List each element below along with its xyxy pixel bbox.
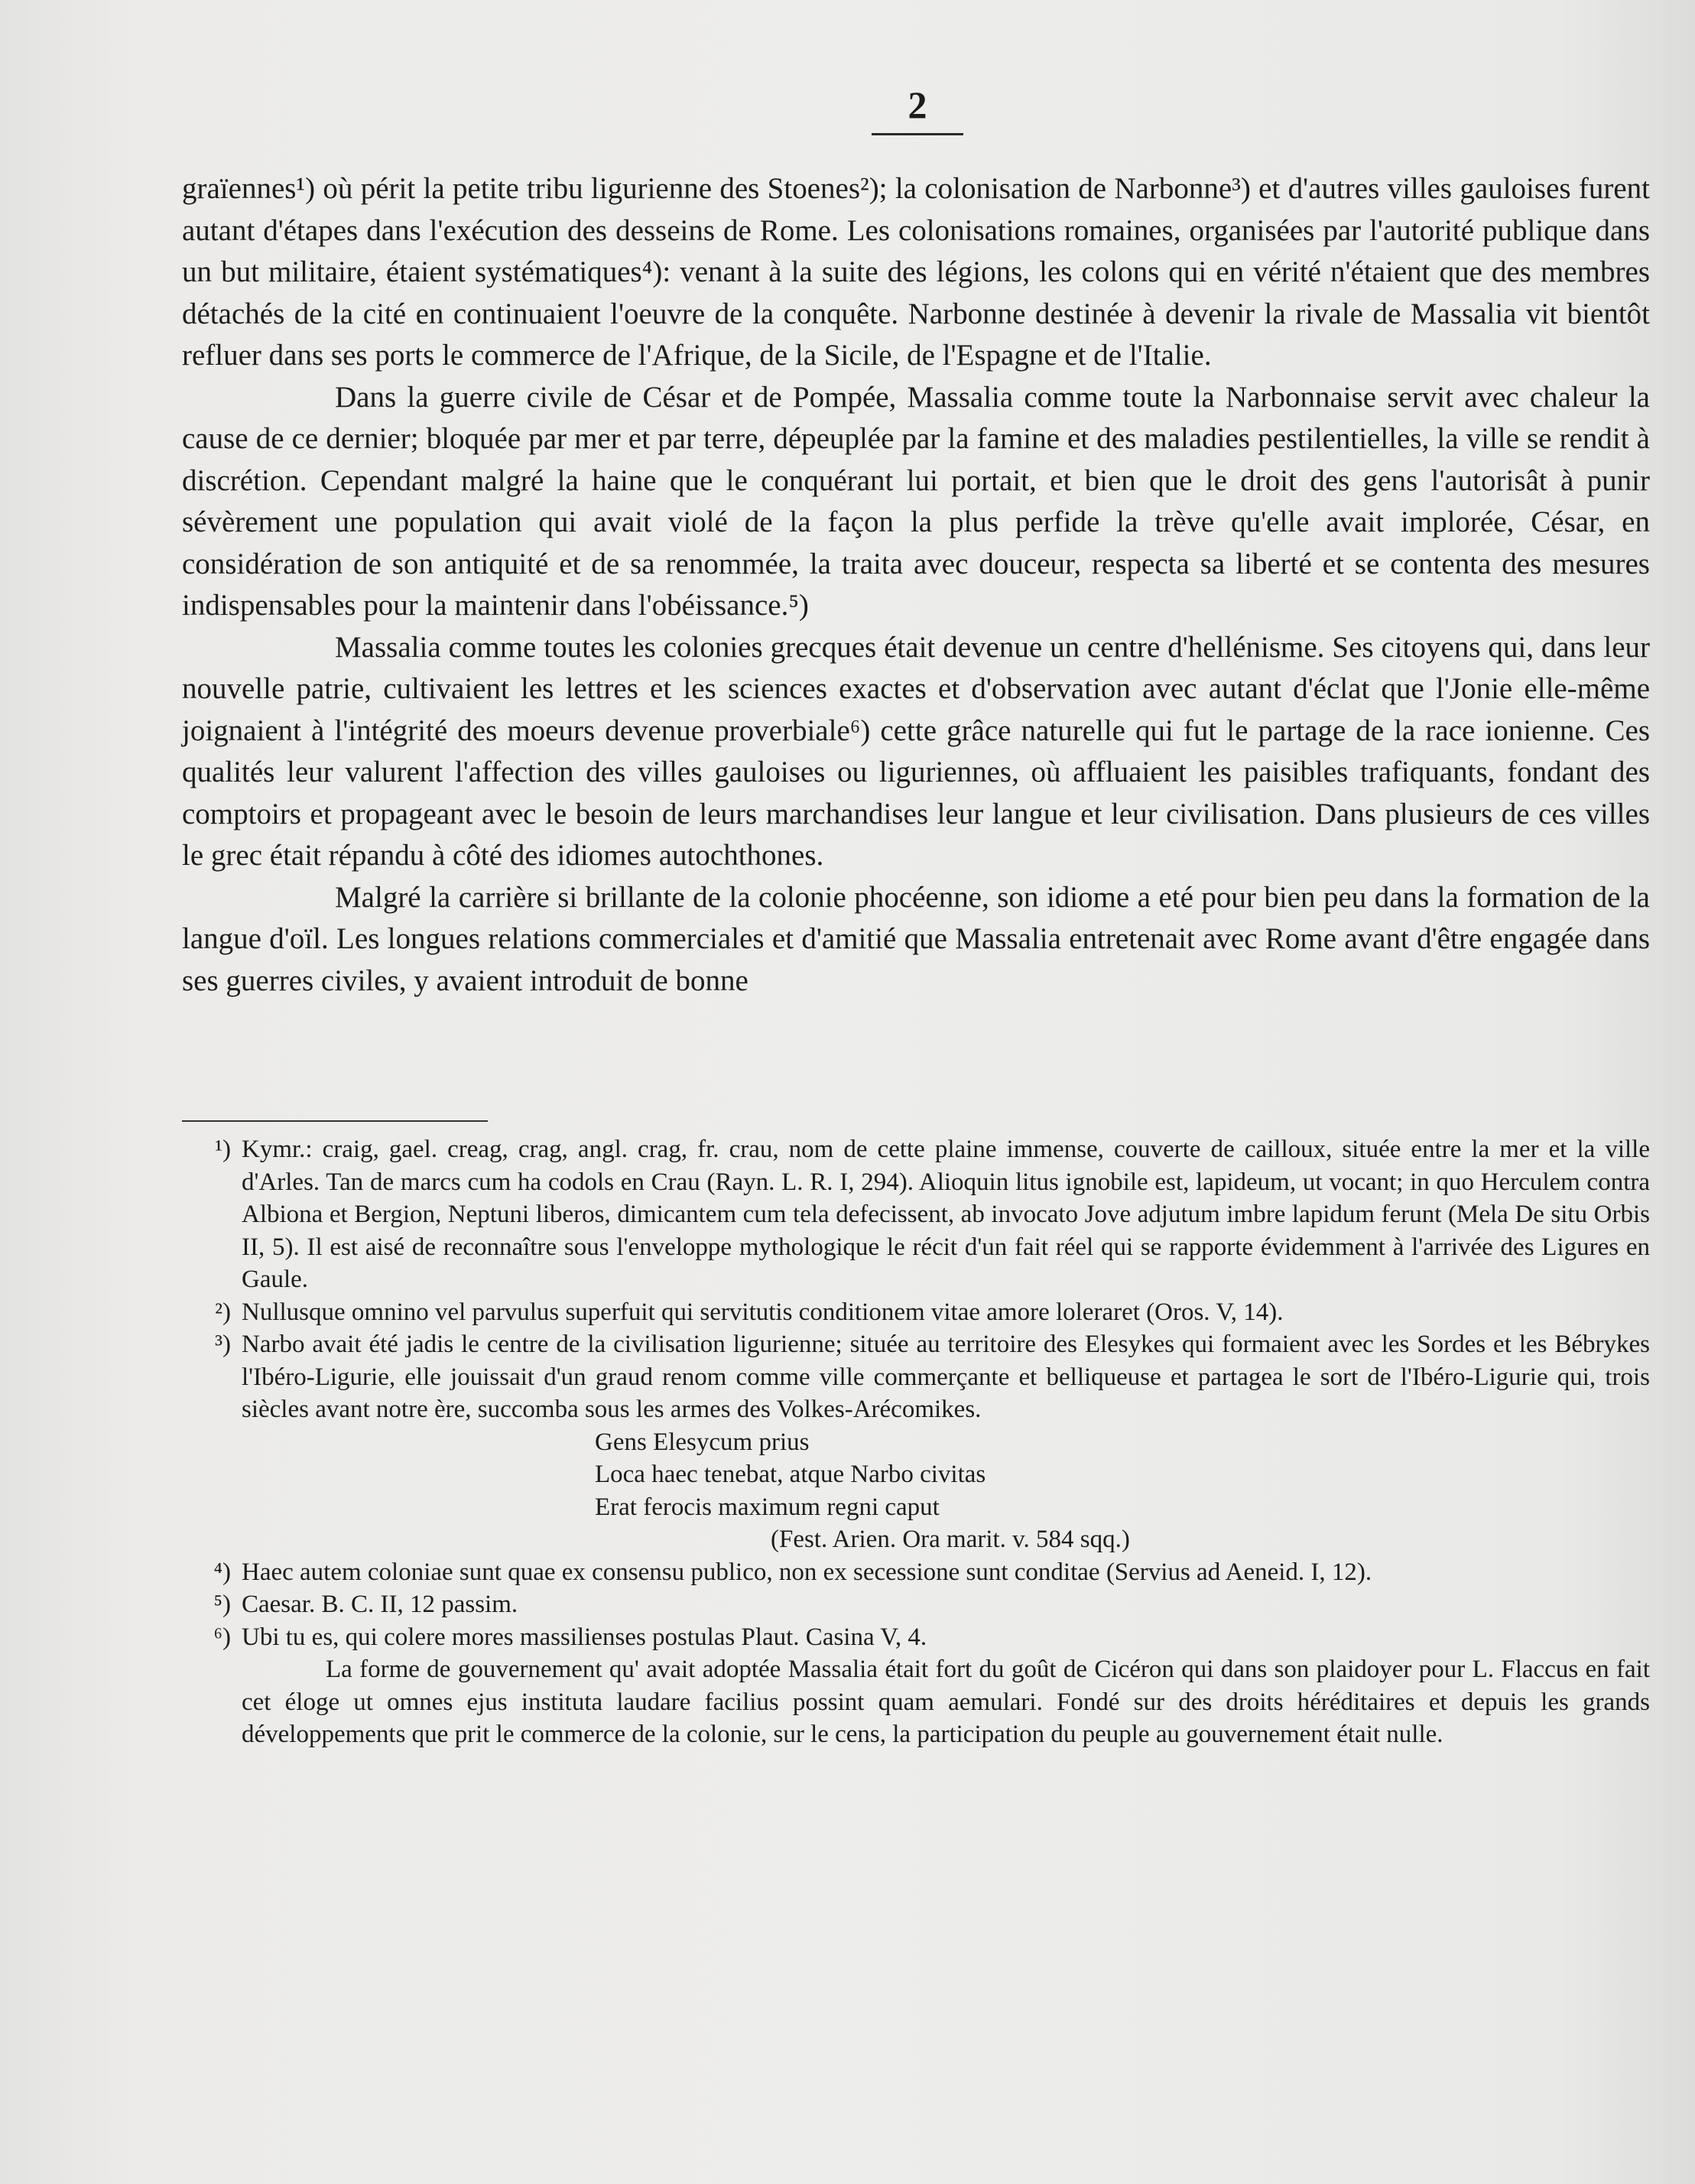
footnote-mark: ³) xyxy=(215,1331,231,1358)
footnotes xyxy=(182,1133,1650,1751)
footnote-mark: ¹) xyxy=(215,1136,231,1163)
paragraph: Massalia comme toutes les colonies grecques était devenue un centre d'hellénisme. Ses citoyens qui, dans leur nouvelle patrie, cultivaient les lettres et les sciences exactes et d'observation avec autant d'éclat que l'Jonie elle-même joignaient à l'intégrité des moeurs devenue proverbiale⁶) cette grâce naturelle qui fut le partage de la race ionienne. Ces qualités leur valurent l'affection des villes gauloises ou liguriennes, où affluaient les paisibles trafiquants, fondant des comptoirs et propageant avec le besoin de leurs marchandises leur langue et leur civilisation. Dans plusieurs de ces villes le grec était répandu à côté des idiomes autochthones. xyxy=(182,630,1650,872)
footnote xyxy=(182,1588,1650,1621)
verse-quotation xyxy=(595,1426,1650,1556)
footnote xyxy=(182,1296,1650,1329)
footnote xyxy=(182,1556,1650,1589)
footnote-mark: ²) xyxy=(215,1298,231,1326)
verse-line: Erat ferocis maximum regni caput xyxy=(595,1493,940,1521)
footnote-mark: ⁶) xyxy=(213,1623,231,1651)
footnote xyxy=(182,1621,1650,1654)
page-number-underline xyxy=(872,133,963,135)
paragraph: graïennes¹) où périt la petite tribu ligurienne des Stoenes²); la colonisation de Narbonne³) et d'autres villes gauloises furent autant d'étapes dans l'exécution des desseins de Rome. Les colonisations romaines, organisées par l'autorité publique dans un but militaire, étaient systématiques⁴): venant à la suite des légions, les colons qui en vérité n'étaient que des membres détachés de la cité en continuaient l'oeuvre de la conquête. Narbonne destinée à devenir la rivale de Massalia vit bientôt refluer dans ses ports le commerce de l'Afrique, de la Sicile, de l'Espagne et de l'Italie. xyxy=(182,172,1650,372)
footnote-separator xyxy=(182,1120,488,1122)
verse-line: Gens Elesycum prius xyxy=(595,1428,810,1456)
footnote-mark: ⁵) xyxy=(213,1591,231,1618)
main-text xyxy=(182,168,1650,1002)
footnote-text: Haec autem coloniae sunt quae ex consensu publico, non ex secessione sunt conditae (Servius ad Aeneid. I, 12). xyxy=(242,1558,1372,1586)
paragraph: Dans la guerre civile de César et de Pompée, Massalia comme toute la Narbonnaise servit avec chaleur la cause de ce dernier; bloquée par mer et par terre, dépeuplée par la famine et des maladies pestilentielles, la ville se rendit à discrétion. Cependant malgré la haine que le conquérant lui portait, et bien que le droit des gens l'autorisât à punir sévèrement une population qui avait violé de la façon la plus perfide la trève qu'elle avait implorée, César, en considération de son antiquité et de sa renommée, la traita avec douceur, respecta sa liberté et se contenta des mesures indispensables pour la maintenir dans l'obéissance.⁵) xyxy=(182,380,1650,622)
footnote-text: Narbo avait été jadis le centre de la civilisation ligurienne; située au territoire des Elesykes qui formaient avec les Sordes et les Bébrykes l'Ibéro-Ligurie, elle jouissait d'un graud renom comme ville commerçante et belliqueuse et partagea le sort de l'Ibéro-Ligurie qui, trois siècles avant notre ère, succomba sous les armes des Volkes-Arécomikes. xyxy=(242,1331,1650,1423)
paragraph: Malgré la carrière si brillante de la colonie phocéenne, son idiome a eté pour bien peu dans la formation de la langue d'oïl. Les longues relations commerciales et d'amitié que Massalia entretenait avec Rome avant d'être engagée dans ses guerres civiles, y avaient introduit de bonne xyxy=(182,880,1650,997)
page-number: 2 xyxy=(908,83,927,126)
footnote-text: Kymr.: craig, gael. creag, crag, angl. crag, fr. crau, nom de cette plaine immense, couverte de cailloux, située entre la mer et la ville d'Arles. Tan de marcs cum ha codols en Crau (Rayn. L. R. I, 294). Alioquin litus ignobile est, lapideum, ut vocant; in quo Herculem contra Albiona et Bergion, Neptuni liberos, dimicantem cum tela defecissent, ab invocato Jove adjutum imbre lapidum ferunt (Mela De situ Orbis II, 5). Il est aisé de reconnaître sous l'enveloppe mythologique le récit d'un fait réel qui se rapporte évidemment à l'arrivée des Ligures en Gaule. xyxy=(242,1136,1650,1293)
verse-line: Loca haec tenebat, atque Narbo civitas xyxy=(595,1461,986,1488)
footnote-continuation: La forme de gouvernement qu' avait adoptée Massalia était fort du goût de Cicéron qui dans son plaidoyer pour L. Flaccus en fait cet éloge ut omnes ejus instituta laudare facilius possint quam aemulari. Fondé sur des droits héréditaires et depuis les grands développements que prit le commerce de la colonie, sur le cens, la participation du peuple au gouvernement était nulle. xyxy=(242,1656,1650,1748)
footnote-text: Ubi tu es, qui colere mores massilienses postulas Plaut. Casina V, 4. xyxy=(242,1623,927,1651)
footnote xyxy=(182,1133,1650,1296)
footnote-text: Nullusque omnino vel parvulus superfuit qui servitutis conditionem vitae amore loleraret (Oros. V, 14). xyxy=(242,1298,1284,1326)
footnote-mark: ⁴) xyxy=(213,1558,231,1586)
footnote xyxy=(182,1328,1650,1426)
footnote-text: Caesar. B. C. II, 12 passim. xyxy=(242,1591,518,1618)
verse-source: (Fest. Arien. Ora marit. v. 584 sqq.) xyxy=(771,1526,1130,1553)
